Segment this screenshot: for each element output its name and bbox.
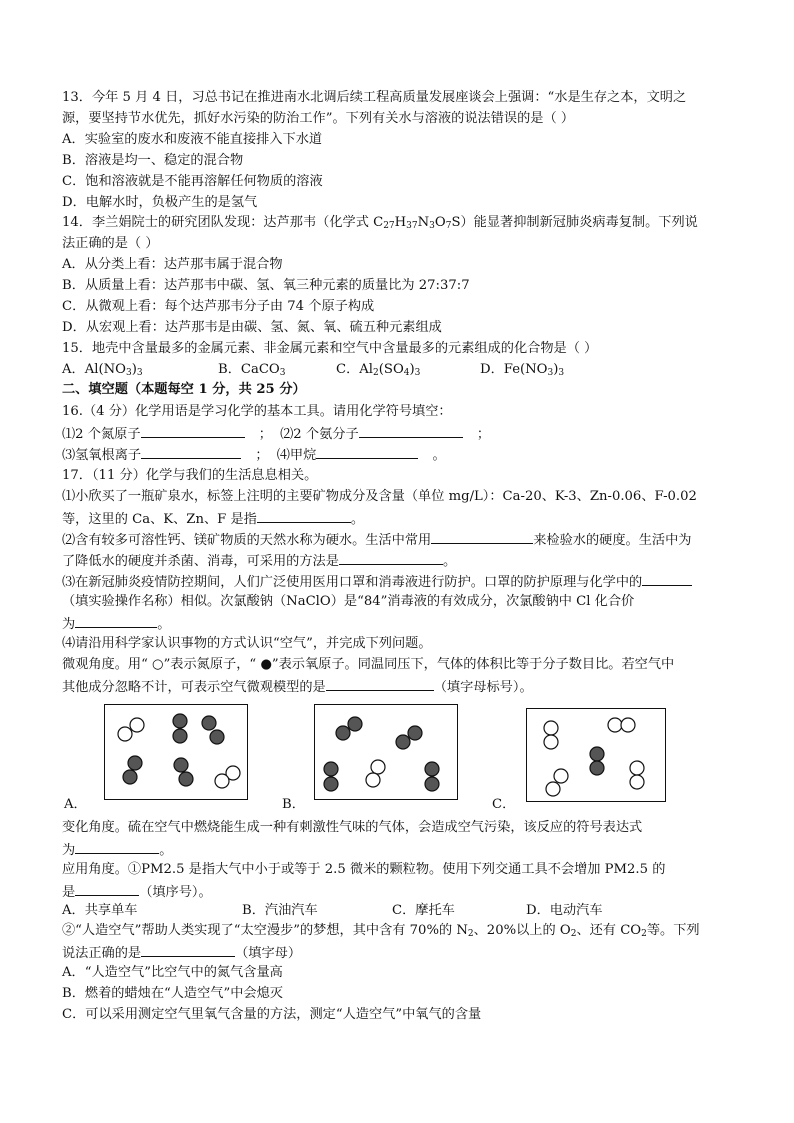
- answer-blank[interactable]: [316, 444, 418, 459]
- q17-micro-line2: 其他成分忽略不计，可表示空气微观模型的是 （填字母标号）。: [62, 676, 533, 698]
- answer-blank[interactable]: [339, 550, 443, 565]
- model-label-b: B．: [282, 797, 305, 812]
- model-box-c: [526, 708, 666, 802]
- answer-blank[interactable]: [359, 423, 463, 438]
- model-box-a: [104, 704, 248, 800]
- section-heading: 二、填空题（本题每空 1 分，共 25 分）: [62, 382, 306, 397]
- q17-p2-line1: ⑵含有较多可溶性钙、镁矿物质的天然水称为硬水。生活中常用 来检验水的硬度。生活中为: [62, 529, 692, 551]
- q13-option-b: B．溶液是均一、稳定的混合物: [62, 153, 244, 168]
- q17-artificial-air-line1: ②“人造空气”帮助人类实现了“太空漫步”的梦想，其中含有 70%的 $N_2$、20%以上的 $O_2$、还有 $CO_2$等。下列: [62, 923, 700, 939]
- q16-line1: 16.（4 分）化学用语是学习化学的基本工具。请用化学符号填空：: [62, 404, 452, 419]
- q15-line1: 15．地壳中含量最多的金属元素、非金属元素和空气中含量最多的元素组成的化合物是（ ）: [62, 341, 598, 356]
- q14-option-d: D．从宏观上看：达芦那韦是由碳、氢、氮、氧、硫五种元素组成: [62, 320, 442, 335]
- q13-line2: 源，要坚持节水优先，抓好水污染的防治工作”。下列有关水与溶液的说法错误的是（ ）: [62, 111, 575, 126]
- q13-option-c: C．饱和溶液就是不能再溶解任何物质的溶液: [62, 174, 323, 189]
- q15-option-a: A．$Al(NO_3)_3$: [62, 362, 143, 378]
- model-label-a: A．: [64, 797, 87, 812]
- answer-blank[interactable]: [141, 444, 241, 459]
- q14-option-c: C．从微观上看：每个达芦那韦分子由 74 个原子构成: [62, 299, 375, 314]
- q17-p3-line1: ⑶在新冠肺炎疫情防控期间，人们广泛使用医用口罩和消毒液进行防护。口罩的防护原理与化学中的: [62, 571, 692, 593]
- q14-option-b: B．从质量上看：达芦那韦中碳、氢、氧三种元素的质量比为 27:37:7: [62, 278, 470, 293]
- q17-app-line2: 是 （填序号）。: [62, 881, 212, 903]
- model-label-c: C．: [492, 797, 516, 812]
- q16-row1: ⑴2 个氮原子 ； ⑵2 个氨分子 ；: [62, 423, 490, 445]
- q14-line1: 14．李兰娟院士的研究团队发现：达芦那韦（化学式 $C_{27}H_{37}N_3O_7S$）能显著抑制新冠肺炎病毒复制。下列说: [62, 215, 698, 231]
- q15-option-b: B．CaCO$_3$: [218, 362, 286, 378]
- q13-option-a: A．实验室的废水和废液不能直接排入下水道: [62, 132, 323, 147]
- q15-option-d: D．$Fe(NO_3)_3$: [480, 362, 565, 378]
- answer-blank[interactable]: [75, 613, 157, 628]
- q17-line1: 17．（11 分）化学与我们的生活息息相关。: [62, 468, 318, 483]
- q17-change-line1: 变化角度。硫在空气中燃烧能生成一种有刺激性气味的气体，会造成空气污染，该反应的符号表达式: [62, 820, 643, 835]
- answer-blank[interactable]: [642, 571, 692, 586]
- q17-transport-option-b: B．汽油汽车: [242, 903, 318, 918]
- q13-option-d: D．电解水时，负极产生的是氢气: [62, 195, 258, 210]
- q17-artificial-option-a: A．“人造空气”比空气中的氮气含量高: [62, 965, 283, 980]
- q17-artificial-option-c: C．可以采用测定空气里氧气含量的方法，测定“人造空气”中氧气的含量: [62, 1007, 482, 1022]
- q17-p3-line2: （填实验操作名称）相似。次氯酸钠（NaClO）是“84”消毒液的有效成分，次氯酸钠中 Cl 化合价: [62, 594, 635, 609]
- q17-app-line1: 应用角度。①PM2.5 是指大气中小于或等于 2.5 微米的颗粒物。使用下列交通工具不会增加 PM2.5 的: [62, 862, 666, 877]
- answer-blank[interactable]: [141, 942, 235, 957]
- q17-micro-line1: 微观角度。用“ ○”表示氮原子，“ ●”表示氧原子。同温同压下，气体的体积比等于分子数目比。若空气中: [62, 657, 675, 672]
- q14-line2: 法正确的是（ ）: [62, 236, 159, 251]
- model-a-molecules: [105, 705, 247, 799]
- q17-p1-line1: ⑴小欣买了一瓶矿泉水，标签上注明的主要矿物成分及含量（单位 mg/L）：Ca-20、K-3、Zn-0.06、F-0.02: [62, 489, 697, 504]
- answer-blank[interactable]: [431, 529, 533, 544]
- q17-p4: ⑷请沿用科学家认识事物的方式认识“空气”，并完成下列问题。: [62, 636, 432, 651]
- q17-p2-line2: 了降低水的硬度并杀菌、消毒，可采用的方法是 。: [62, 550, 456, 572]
- q17-p1-line2: 等，这里的 Ca、K、Zn、F 是指 。: [62, 508, 364, 530]
- model-box-b: [314, 704, 458, 800]
- q16-row2: ⑶氢氧根离子 ； ⑷甲烷 。: [62, 444, 446, 466]
- answer-blank[interactable]: [257, 508, 351, 523]
- q17-p3-line3: 为 。: [62, 613, 170, 635]
- model-b-molecules: [315, 705, 457, 799]
- q17-transport-option-c: C．摩托车: [392, 903, 455, 918]
- q15-option-c: C．$Al_2(SO_4)_3$: [336, 362, 421, 378]
- answer-blank[interactable]: [326, 676, 434, 691]
- q17-transport-option-a: A．共享单车: [62, 903, 138, 918]
- answer-blank[interactable]: [141, 423, 245, 438]
- answer-blank[interactable]: [75, 839, 159, 854]
- model-c-molecules: [527, 709, 665, 801]
- q17-artificial-option-b: B．燃着的蜡烛在“人造空气”中会熄灭: [62, 986, 283, 1001]
- q17-artificial-air-line2: 说法正确的是 （填字母）: [62, 942, 301, 964]
- q17-change-line2: 为 。: [62, 839, 172, 861]
- q14-option-a: A．从分类上看：达芦那韦属于混合物: [62, 257, 283, 272]
- q17-transport-option-d: D．电动汽车: [526, 903, 603, 918]
- answer-blank[interactable]: [75, 881, 139, 896]
- q13-line1: 13．今年 5 月 4 日，习总书记在推进南水北调后续工程高质量发展座谈会上强调：“水是生存之本，文明之: [62, 90, 687, 105]
